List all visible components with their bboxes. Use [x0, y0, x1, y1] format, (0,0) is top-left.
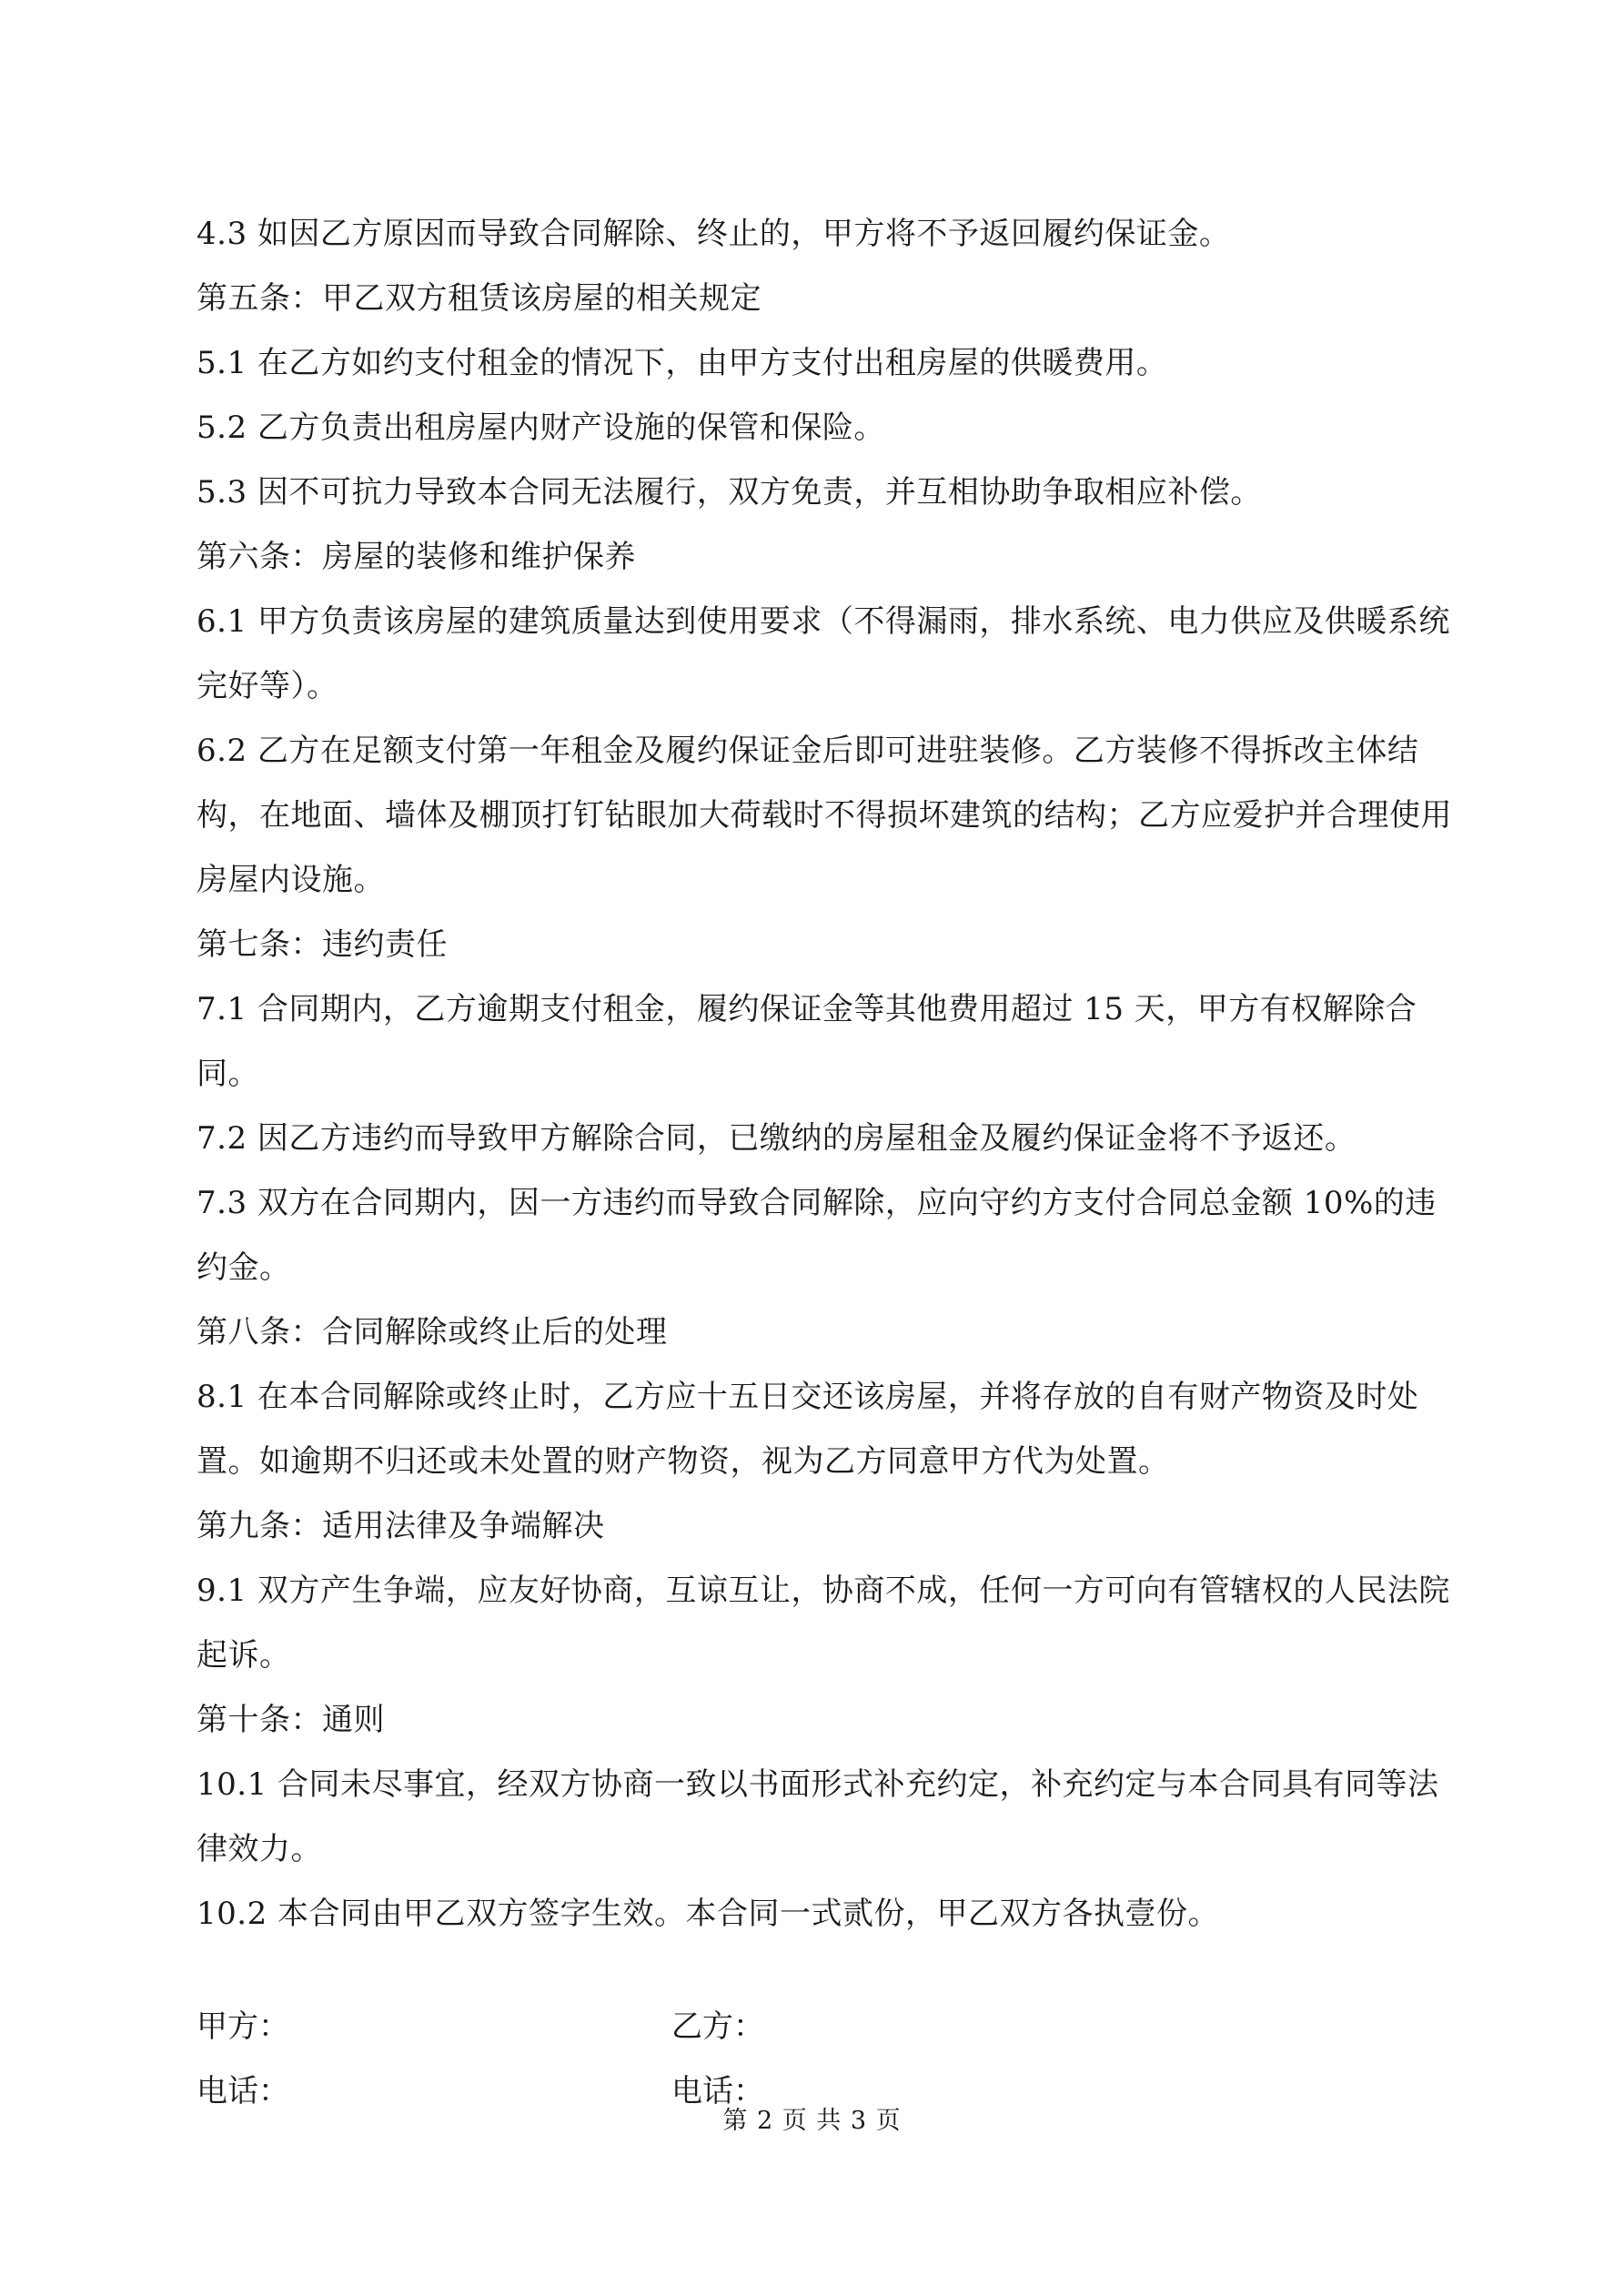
article-8-heading: 第八条：合同解除或终止后的处理	[197, 1314, 668, 1350]
clause-4-3: 4.3 如因乙方原因而导致合同解除、终止的，甲方将不予返回履约保证金。	[197, 216, 1231, 252]
clause-10-1: 10.1 合同未尽事宜，经双方协商一致以书面形式补充约定，补充约定与本合同具有同等法律效力。	[197, 1766, 1439, 1867]
contract-body	[197, 202, 1452, 1947]
clause-7-1: 7.1 合同期内，乙方逾期支付租金，履约保证金等其他费用超过 15 天，甲方有权解除合同。	[197, 991, 1417, 1092]
signature-party-row	[197, 1995, 1452, 2059]
page-number-footer: 第 2 页 共 3 页	[722, 2107, 902, 2135]
clause-9-1: 9.1 双方产生争端，应友好协商，互谅互让，协商不成，任何一方可向有管辖权的人民法院起诉。	[197, 1573, 1450, 1674]
phone-b-label: 电话：	[671, 2073, 764, 2109]
article-5-heading: 第五条：甲乙双方租赁该房屋的相关规定	[197, 280, 762, 317]
article-6-heading: 第六条：房屋的装修和维护保养	[197, 539, 636, 575]
clause-7-2: 7.2 因乙方违约而导致甲方解除合同，已缴纳的房屋租金及履约保证金将不予返还。	[197, 1120, 1357, 1157]
clause-6-1: 6.1 甲方负责该房屋的建筑质量达到使用要求（不得漏雨，排水系统、电力供应及供暖系统完好等）。	[197, 603, 1450, 704]
party-a-label: 甲方：	[197, 2008, 289, 2045]
clause-10-2: 10.2 本合同由甲乙双方签字生效。本合同一式贰份，甲乙双方各执壹份。	[197, 1896, 1220, 1932]
clause-6-2: 6.2 乙方在足额支付第一年租金及履约保证金后即可进驻装修。乙方装修不得拆改主体结构，在地面、墙体及棚顶打钉钻眼加大荷载时不得损坏建筑的结构；乙方应爱护并合理使用房屋内设施。	[197, 733, 1452, 898]
clause-8-1: 8.1 在本合同解除或终止时，乙方应十五日交还该房屋，并将存放的自有财产物资及时处置。如逾期不归还或未处置的财产物资，视为乙方同意甲方代为处置。	[197, 1379, 1419, 1480]
clause-5-3: 5.3 因不可抗力导致本合同无法履行，双方免责，并互相协助争取相应补偿。	[197, 474, 1262, 511]
article-7-heading: 第七条：违约责任	[197, 926, 448, 963]
article-10-heading: 第十条：通则	[197, 1702, 385, 1738]
party-b-label: 乙方：	[671, 2008, 764, 2045]
phone-a-label: 电话：	[197, 2073, 289, 2109]
article-9-heading: 第九条：适用法律及争端解决	[197, 1508, 605, 1544]
clause-5-1: 5.1 在乙方如约支付租金的情况下，由甲方支付出租房屋的供暖费用。	[197, 345, 1168, 381]
clause-5-2: 5.2 乙方负责出租房屋内财产设施的保管和保险。	[197, 410, 885, 446]
clause-7-3: 7.3 双方在合同期内，因一方违约而导致合同解除，应向守约方支付合同总金额 10%的违约金。	[197, 1185, 1437, 1286]
